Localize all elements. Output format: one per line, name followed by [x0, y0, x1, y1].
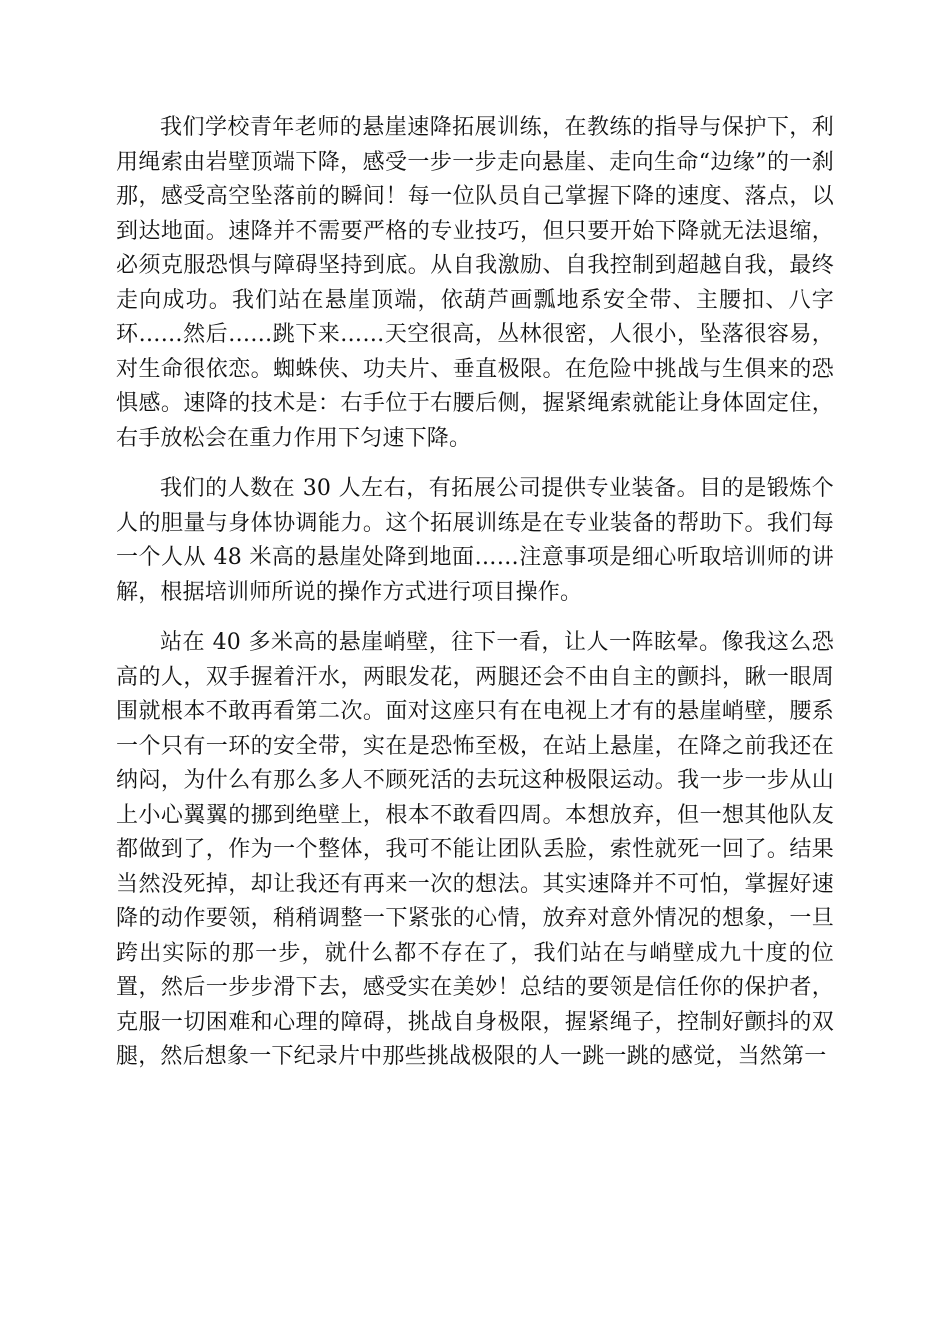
paragraph-1: 我们学校青年老师的悬崖速降拓展训练，在教练的指导与保护下，利用绳索由岩壁顶端下降，感受一步一步走向悬崖、走向生命“边缘”的一刹那，感受高空坠落前的瞬间！每一位队员自己掌握下降的速度、落点，以到达地面。速降并不需要严格的专业技巧，但只要开始下降就无法退缩，必须克服恐惧与障碍坚持到底。从自我激励、自我控制到超越自我，最终走向成功。我们站在悬崖顶端，依葫芦画瓢地系安全带、主腰扣、八字环……然后……跳下来……天空很高，丛林很密，人很小，坠落很容易，对生命很依恋。蜘蛛侠、功夫片、垂直极限。在危险中挑战与生俱来的恐惧感。速降的技术是：右手位于右腰后侧，握紧绳索就能让身体固定住，右手放松会在重力作用下匀速下降。 [116, 115, 834, 451]
paragraph-2: 我们的人数在 30 人左右，有拓展公司提供专业装备。目的是锻炼个人的胆量与身体协调能力。这个拓展训练是在专业装备的帮助下。我们每一个人从 48 米高的悬崖处降到地面……注意事项是细心听取培训师的讲解，根据培训师所说的操作方式进行项目操作。 [116, 476, 834, 605]
paragraph-3: 站在 40 多米高的悬崖峭壁，往下一看，让人一阵眩晕。像我这么恐高的人，双手握着汗水，两眼发花，两腿还会不由自主的颤抖，瞅一眼周围就根本不敢再看第二次。面对这座只有在电视上才有的悬崖峭壁，腰系一个只有一环的安全带，实在是恐怖至极，在站上悬崖，在降之前我还在纳闷，为什么有那么多人不顾死活的去玩这种极限运动。我一步一步从山上小心翼翼的挪到绝壁上，根本不敢看四周。本想放弃，但一想其他队友都做到了，作为一个整体，我可不能让团队丢脸，索性就死一回了。结果当然没死掉，却让我还有再来一次的想法。其实速降并不可怕，掌握好速降的动作要领，稍稍调整一下紧张的心情，放弃对意外情况的想象，一旦跨出实际的那一步，就什么都不存在了，我们站在与峭壁成九十度的位置，然后一步步滑下去，感受实在美妙！总结的要领是信任你的保护者，克服一切困难和心理的障碍，挑战自身极限，握紧绳子，控制好颤抖的双腿，然后想象一下纪录片中那些挑战极限的人一跳一跳的感觉，当然第一 [116, 630, 834, 1069]
document-page [116, 111, 834, 1091]
